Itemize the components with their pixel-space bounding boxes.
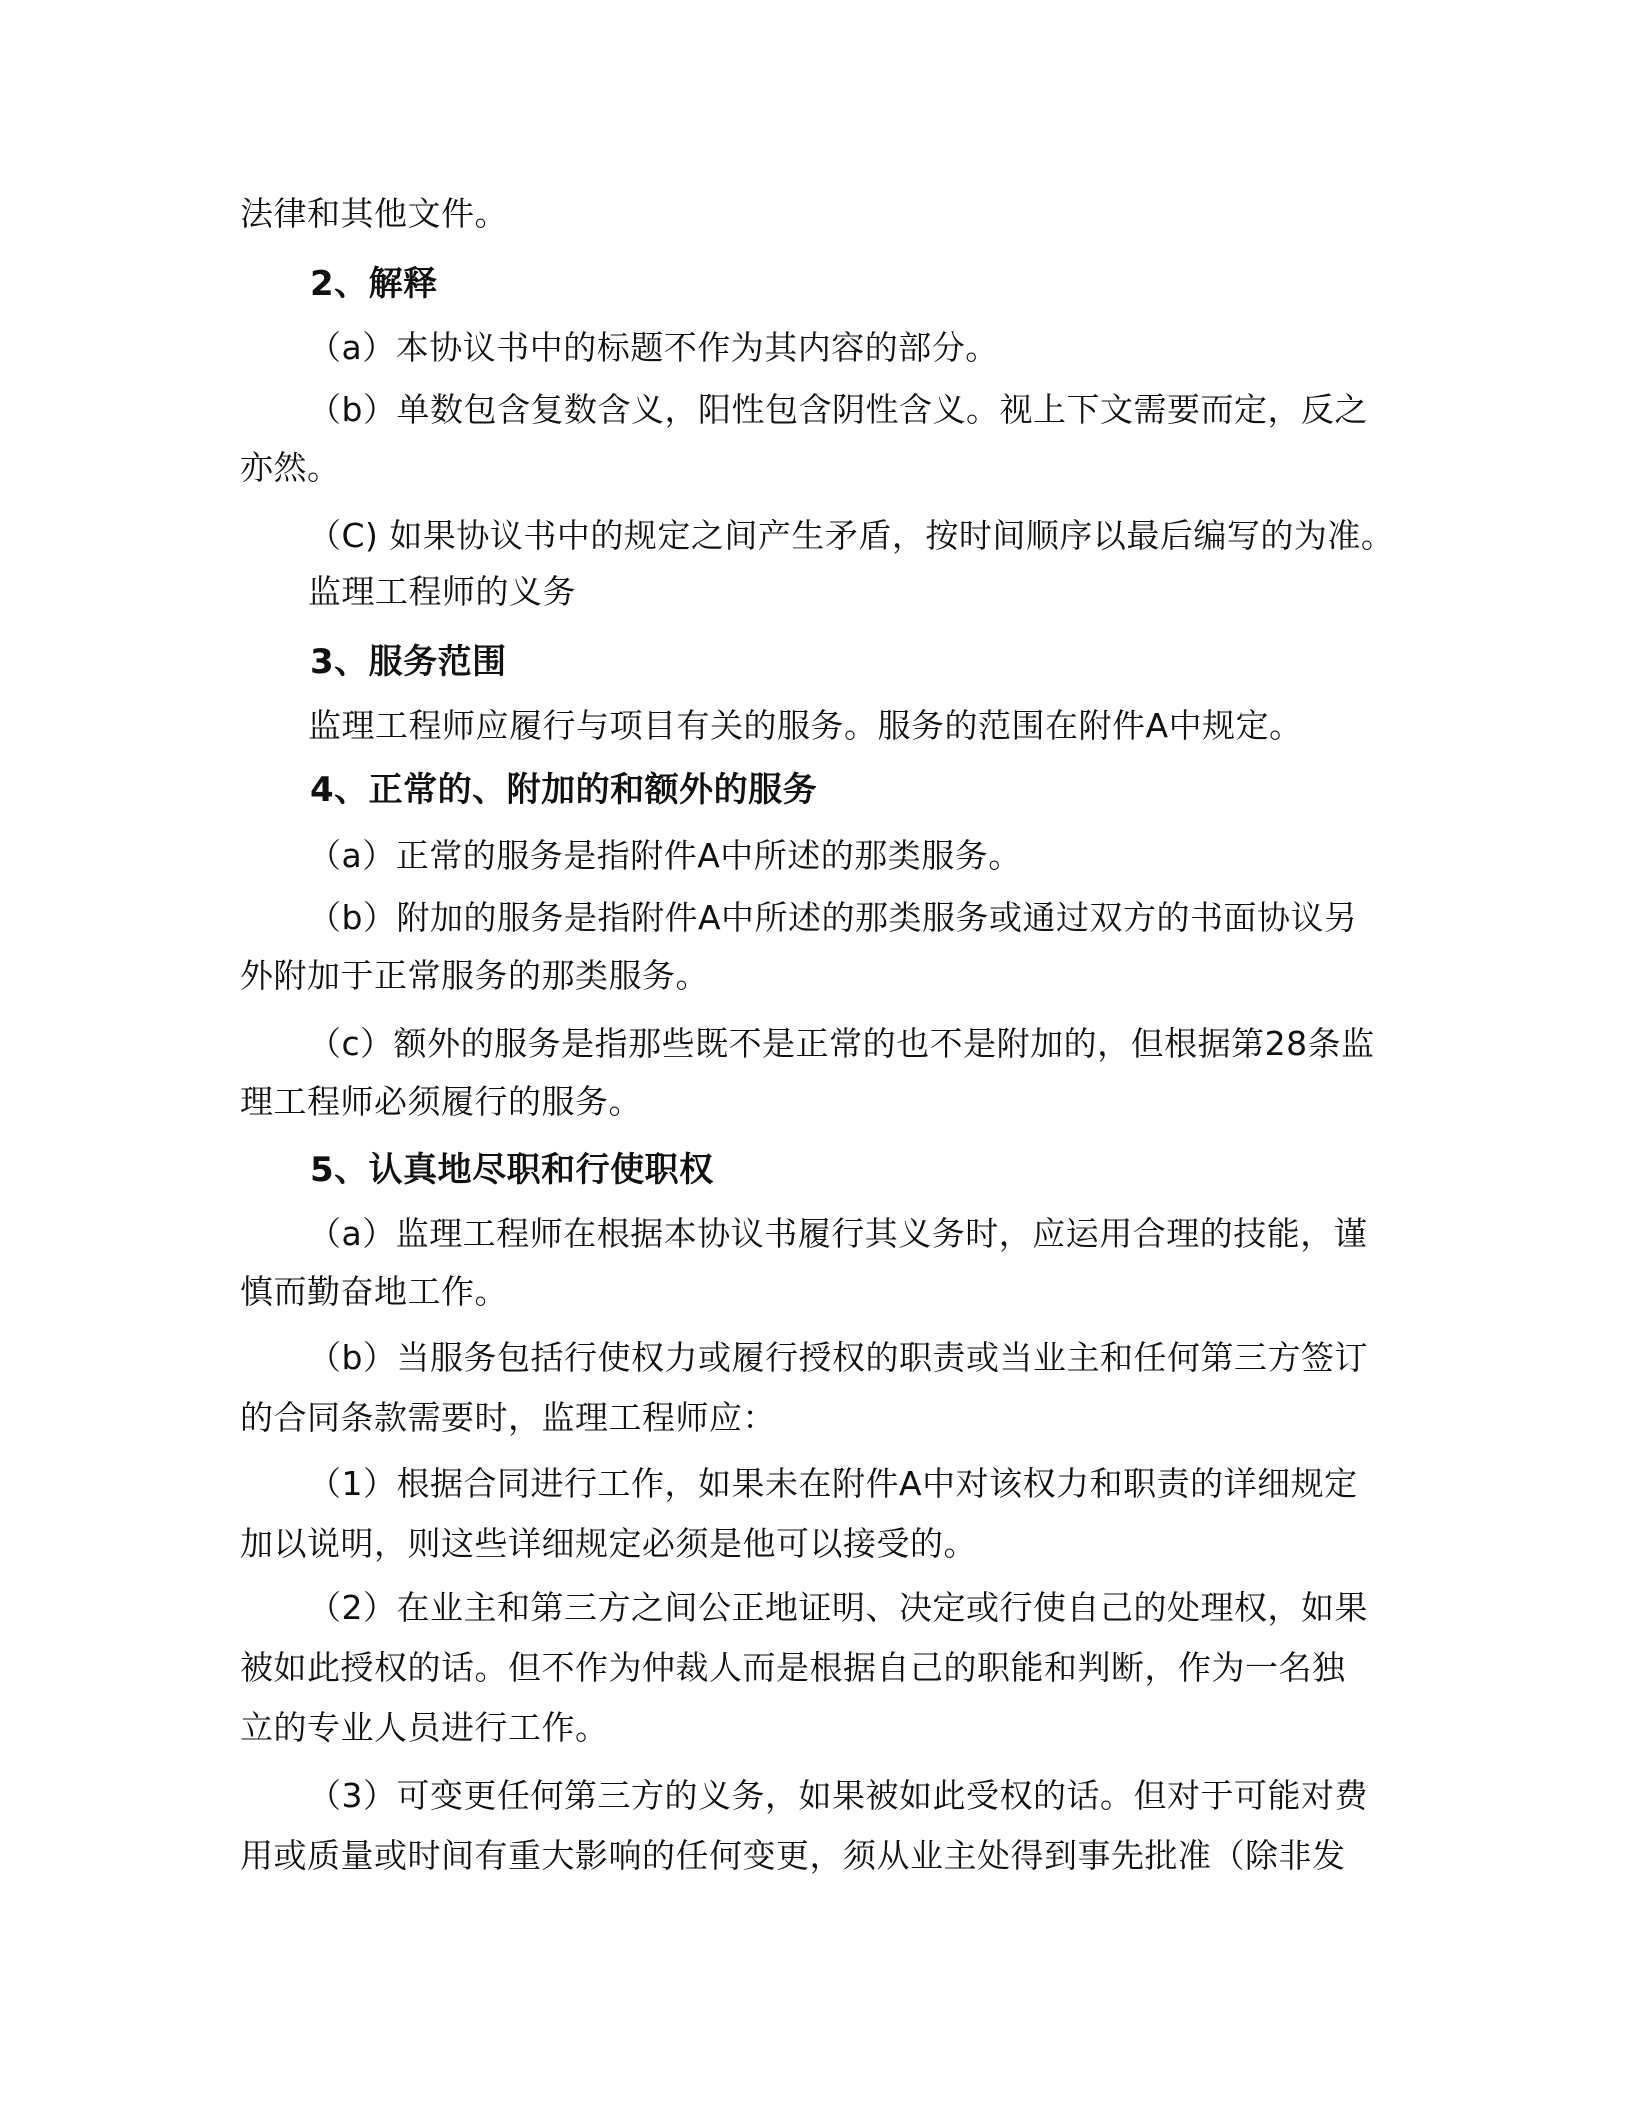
body-text-line: （c）额外的服务是指那些既不是正常的也不是附加的，但根据第28条监: [308, 1024, 1375, 1063]
body-text-line: （3）可变更任何第三方的义务，如果被如此受权的话。但对于可能对费: [308, 1776, 1368, 1815]
body-text-line: （C) 如果协议书中的规定之间产生矛盾，按时间顺序以最后编写的为准。: [308, 516, 1395, 555]
body-text-line: （2）在业主和第三方之间公正地证明、决定或行使自己的处理权，如果: [308, 1588, 1368, 1627]
body-text-line: 立的专业人员进行工作。: [240, 1708, 609, 1747]
body-text-line: （b）当服务包括行使权力或履行授权的职责或当业主和任何第三方签订: [308, 1338, 1368, 1377]
body-text-line: （1）根据合同进行工作，如果未在附件A中对该权力和职责的详细规定: [308, 1464, 1358, 1503]
body-text-line: 监理工程师应履行与项目有关的服务。服务的范围在附件A中规定。: [308, 706, 1303, 745]
body-text-line: 的合同条款需要时，监理工程师应：: [240, 1398, 776, 1437]
section-heading: 4、正常的、附加的和额外的服务: [310, 770, 818, 810]
subheading-text: 监理工程师的义务: [308, 572, 576, 611]
body-text-line: （a）监理工程师在根据本协议书履行其义务时，应运用合理的技能，谨: [308, 1214, 1368, 1253]
body-text-line: 加以说明，则这些详细规定必须是他可以接受的。: [240, 1524, 977, 1563]
body-text-line: （a）本协议书中的标题不作为其内容的部分。: [308, 328, 999, 367]
body-text-line: 慎而勤奋地工作。: [240, 1272, 508, 1311]
body-text-line: 亦然。: [240, 448, 341, 487]
body-text-line: 外附加于正常服务的那类服务。: [240, 956, 709, 995]
body-text-line: （a）正常的服务是指附件A中所述的那类服务。: [308, 836, 1022, 875]
body-text-line: 理工程师必须履行的服务。: [240, 1082, 642, 1121]
body-text-line: （b）附加的服务是指附件A中所述的那类服务或通过双方的书面协议另: [308, 898, 1358, 937]
section-heading: 2、解释: [310, 264, 438, 304]
body-text-line: （b）单数包含复数含义，阳性包含阴性含义。视上下文需要而定，反之: [308, 390, 1368, 429]
body-text-line: 法律和其他文件。: [240, 194, 508, 233]
body-text-line: 用或质量或时间有重大影响的任何变更，须从业主处得到事先批准（除非发: [240, 1836, 1346, 1875]
section-heading: 3、服务范围: [310, 642, 507, 682]
section-heading: 5、认真地尽职和行使职权: [310, 1150, 714, 1190]
body-text-line: 被如此授权的话。但不作为仲裁人而是根据自己的职能和判断，作为一名独: [240, 1648, 1346, 1687]
